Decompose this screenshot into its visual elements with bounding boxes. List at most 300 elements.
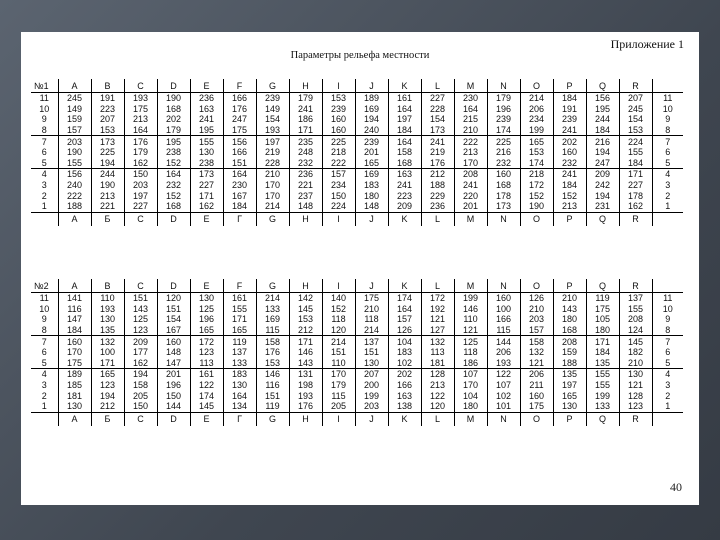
table-cell: 130	[619, 369, 652, 380]
table-cell: 186	[454, 358, 487, 369]
footer-spacer	[652, 212, 683, 226]
table-cell: 105	[586, 314, 619, 325]
table-cell: 100	[91, 347, 124, 358]
column-footer: P	[553, 212, 586, 226]
column-header: R	[619, 79, 652, 93]
table-cell: 171	[289, 336, 322, 347]
row-number: 6	[41, 147, 47, 158]
column-header: F	[223, 279, 256, 293]
table-cell: 208	[619, 314, 652, 325]
table-row	[31, 93, 683, 104]
table-cell: 170	[454, 158, 487, 169]
column-footer: N	[487, 412, 520, 426]
table-cell: 160	[58, 336, 91, 347]
column-footer: L	[421, 412, 454, 426]
column-header: H	[289, 279, 322, 293]
table-cell: 151	[223, 158, 256, 169]
table-cell: 199	[520, 125, 553, 136]
row-number-right: 10	[652, 304, 683, 315]
table-cell: 153	[619, 125, 652, 136]
table-cell: 121	[454, 325, 487, 336]
table-cell: 232	[553, 158, 586, 169]
table-cell: 238	[190, 158, 223, 169]
table-cell: 102	[388, 358, 421, 369]
table-cell: 205	[124, 390, 157, 401]
table-cell: 160	[487, 169, 520, 180]
column-header: J	[355, 79, 388, 93]
relief-table-1	[31, 79, 683, 226]
table-cell: 218	[520, 169, 553, 180]
table-cell: 174	[388, 293, 421, 304]
table-cell: 130	[58, 401, 91, 412]
table-cell: 152	[322, 304, 355, 315]
table-cell: 157	[58, 125, 91, 136]
table-cell: 167	[157, 325, 190, 336]
table-cell: 209	[124, 336, 157, 347]
table-cell: 183	[355, 180, 388, 191]
table-cell: 190	[157, 93, 190, 104]
table-cell: 150	[124, 169, 157, 180]
column-header: N	[487, 79, 520, 93]
column-footer: A	[58, 412, 91, 426]
table-cell: 173	[190, 169, 223, 180]
table-cell: 188	[58, 201, 91, 212]
table-cell: 179	[124, 147, 157, 158]
column-header: I	[322, 79, 355, 93]
table-cell: 229	[421, 190, 454, 201]
table-cell: 169	[355, 169, 388, 180]
table-cell: 125	[454, 336, 487, 347]
table-cell: 175	[58, 358, 91, 369]
column-footer: Q	[586, 212, 619, 226]
column-footer: E	[190, 212, 223, 226]
table-cell: 167	[223, 190, 256, 201]
table-cell: 176	[124, 136, 157, 147]
table-cell: 232	[157, 180, 190, 191]
table-cell: 115	[256, 325, 289, 336]
table-row	[31, 390, 683, 401]
table-cell: 169	[355, 104, 388, 115]
column-footer: I	[322, 212, 355, 226]
table-cell: 208	[553, 336, 586, 347]
table-cell: 154	[256, 114, 289, 125]
table-cell: 222	[322, 158, 355, 169]
table-cell: 168	[487, 180, 520, 191]
column-header: B	[91, 279, 124, 293]
table-cell: 145	[289, 304, 322, 315]
table-cell: 191	[553, 104, 586, 115]
footer-spacer	[652, 412, 683, 426]
table-cell: 227	[421, 93, 454, 104]
table-cell: 203	[58, 136, 91, 147]
row-number-right: 8	[652, 125, 683, 136]
column-header: P	[553, 79, 586, 93]
table-cell: 164	[223, 390, 256, 401]
table-cell: 241	[553, 169, 586, 180]
table-cell: 203	[124, 180, 157, 191]
table-cell: 152	[520, 190, 553, 201]
table-cell: 210	[355, 304, 388, 315]
column-header: B	[91, 79, 124, 93]
table-cell: 222	[58, 190, 91, 201]
table-cell: 240	[58, 180, 91, 191]
table-cell: 214	[355, 325, 388, 336]
table-cell: 149	[58, 104, 91, 115]
table-cell: 195	[157, 136, 190, 147]
table-cell: 127	[421, 325, 454, 336]
table-cell: 193	[487, 358, 520, 369]
table-cell: 158	[256, 336, 289, 347]
table-cell: 195	[190, 125, 223, 136]
table-cell: 159	[553, 347, 586, 358]
table-cell: 176	[289, 401, 322, 412]
column-header: A	[58, 279, 91, 293]
table-cell: 212	[91, 401, 124, 412]
column-footer: L	[421, 212, 454, 226]
table-cell: 171	[289, 125, 322, 136]
table-cell: 133	[586, 401, 619, 412]
table-row	[31, 169, 683, 180]
table-cell: 247	[586, 158, 619, 169]
table-cell: 194	[586, 190, 619, 201]
table-cell: 239	[553, 114, 586, 125]
table-cell: 247	[223, 114, 256, 125]
table-cell: 110	[454, 314, 487, 325]
table-cell: 196	[487, 104, 520, 115]
table-cell: 196	[190, 314, 223, 325]
table-footer-row	[31, 212, 683, 226]
table-cell: 227	[124, 201, 157, 212]
table-cell: 244	[586, 114, 619, 125]
table-cell: 156	[58, 169, 91, 180]
row-number-right: 7	[652, 336, 683, 347]
table-cell: 155	[223, 304, 256, 315]
column-header: D	[157, 279, 190, 293]
row-number: 8	[41, 125, 47, 136]
table-cell: 101	[487, 401, 520, 412]
column-footer: K	[388, 412, 421, 426]
table-row	[31, 369, 683, 380]
table-cell: 104	[454, 390, 487, 401]
table-cell: 168	[388, 158, 421, 169]
table-cell: 216	[487, 147, 520, 158]
table-cell: 170	[322, 369, 355, 380]
table-cell: 241	[421, 136, 454, 147]
table-cell: 123	[124, 325, 157, 336]
table-cell: 123	[190, 347, 223, 358]
table-cell: 118	[355, 314, 388, 325]
table-cell: 184	[619, 158, 652, 169]
table-cell: 190	[58, 147, 91, 158]
row-number-right: 5	[652, 158, 683, 169]
table-row	[31, 201, 683, 212]
table-cell: 132	[421, 336, 454, 347]
column-footer: Г	[223, 212, 256, 226]
column-footer: C	[124, 412, 157, 426]
table-cell: 199	[454, 293, 487, 304]
row-number: 4	[31, 169, 58, 180]
table-cell: 147	[58, 314, 91, 325]
column-header: L	[421, 279, 454, 293]
table-cell: 146	[454, 304, 487, 315]
table-cell: 123	[619, 401, 652, 412]
table-cell: 118	[454, 347, 487, 358]
table-cell: 130	[190, 293, 223, 304]
row-number-right: 5	[652, 358, 683, 369]
table-row	[31, 293, 683, 304]
table-cell: 170	[256, 190, 289, 201]
table-cell: 196	[157, 380, 190, 391]
column-footer: C	[124, 212, 157, 226]
table-cell: 171	[586, 336, 619, 347]
table-cell: 170	[256, 180, 289, 191]
table-cell: 185	[58, 380, 91, 391]
column-footer: K	[388, 212, 421, 226]
table-cell: 173	[487, 201, 520, 212]
table-cell: 155	[619, 304, 652, 315]
table-cell: 239	[256, 93, 289, 104]
row-number: 6	[41, 347, 47, 358]
table-cell: 115	[487, 325, 520, 336]
table-cell: 140	[322, 293, 355, 304]
table-cell: 154	[619, 114, 652, 125]
table-cell: 154	[421, 114, 454, 125]
table-cell: 171	[91, 358, 124, 369]
table-cell: 163	[388, 169, 421, 180]
table-cell: 154	[157, 314, 190, 325]
table-cell: 162	[190, 201, 223, 212]
table-cell: 166	[487, 314, 520, 325]
table-cell: 214	[256, 201, 289, 212]
table-cell: 190	[91, 180, 124, 191]
table-cell: 174	[190, 390, 223, 401]
row-number-right: 1	[652, 401, 683, 412]
table-cell: 219	[421, 147, 454, 158]
table-cell: 184	[58, 325, 91, 336]
table-cell: 152	[553, 190, 586, 201]
row-number: 3	[41, 380, 47, 391]
table-cell: 160	[520, 390, 553, 401]
table-cell: 180	[355, 190, 388, 201]
table-cell: 245	[619, 104, 652, 115]
column-footer: H	[289, 212, 322, 226]
table-cell: 155	[58, 158, 91, 169]
table-cell: 212	[289, 325, 322, 336]
column-header: E	[190, 79, 223, 93]
table-cell: 122	[421, 390, 454, 401]
table-cell: 107	[487, 380, 520, 391]
table-cell: 210	[619, 358, 652, 369]
column-header: N	[487, 279, 520, 293]
table-cell: 135	[586, 358, 619, 369]
table-cell: 160	[553, 147, 586, 158]
table-cell: 207	[619, 93, 652, 104]
document-title: Параметры рельефа местности	[290, 50, 430, 61]
table-cell: 202	[553, 136, 586, 147]
table-cell: 110	[91, 293, 124, 304]
table-cell: 153	[91, 125, 124, 136]
table-cell: 228	[421, 104, 454, 115]
table-cell: 244	[91, 169, 124, 180]
table-cell: 193	[256, 125, 289, 136]
table-cell: 116	[256, 380, 289, 391]
table-cell: 221	[289, 180, 322, 191]
table-cell: 207	[91, 114, 124, 125]
table-cell: 153	[289, 314, 322, 325]
row-number: 4	[31, 369, 58, 380]
table-cell: 164	[454, 104, 487, 115]
table-cell: 210	[256, 169, 289, 180]
table-cell: 151	[256, 390, 289, 401]
column-header: Q	[586, 279, 619, 293]
table-cell: 170	[454, 380, 487, 391]
row-number: 1	[41, 401, 47, 412]
table-cell: 165	[355, 158, 388, 169]
table-cell: 198	[289, 380, 322, 391]
table-cell: 211	[520, 380, 553, 391]
table-cell: 221	[91, 201, 124, 212]
table-cell: 223	[91, 104, 124, 115]
row-number: 5	[41, 157, 47, 168]
table-cell: 218	[322, 147, 355, 158]
table-cell: 209	[388, 201, 421, 212]
table-cell: 175	[586, 304, 619, 315]
table-cell: 130	[355, 358, 388, 369]
column-header: M	[454, 279, 487, 293]
table-cell: 118	[322, 314, 355, 325]
column-header: K	[388, 279, 421, 293]
column-footer: J	[355, 412, 388, 426]
table-cell: 148	[289, 201, 322, 212]
table-cell: 158	[124, 380, 157, 391]
table-cell: 175	[223, 125, 256, 136]
table-cell: 193	[289, 390, 322, 401]
table-row	[31, 136, 683, 147]
table-cell: 157	[388, 314, 421, 325]
table-cell: 202	[388, 369, 421, 380]
column-footer: G	[256, 212, 289, 226]
table-cell: 119	[223, 336, 256, 347]
table-cell: 113	[190, 358, 223, 369]
column-header: R	[619, 279, 652, 293]
column-header: M	[454, 79, 487, 93]
table-cell: 234	[322, 180, 355, 191]
row-number: 2	[41, 190, 47, 201]
row-number: 9	[41, 314, 47, 325]
table-cell: 183	[388, 347, 421, 358]
table-cell: 142	[289, 293, 322, 304]
table-cell: 113	[421, 347, 454, 358]
column-footer: D	[157, 412, 190, 426]
footer-spacer	[31, 212, 58, 226]
relief-table-2	[31, 279, 683, 426]
column-header: G	[256, 279, 289, 293]
table-cell: 191	[91, 93, 124, 104]
table-cell: 194	[91, 390, 124, 401]
table-cell: 143	[553, 304, 586, 315]
table-cell: 241	[388, 180, 421, 191]
table-cell: 214	[322, 336, 355, 347]
table-cell: 126	[388, 325, 421, 336]
table-cell: 230	[454, 93, 487, 104]
table-cell: 241	[190, 114, 223, 125]
column-header: J	[355, 279, 388, 293]
table-cell: 207	[355, 369, 388, 380]
table-row	[31, 380, 683, 391]
table-cell: 231	[586, 201, 619, 212]
column-footer: D	[157, 212, 190, 226]
column-header: C	[124, 279, 157, 293]
table-cell: 165	[223, 325, 256, 336]
table-cell: 239	[355, 136, 388, 147]
table-cell: 201	[157, 369, 190, 380]
table-cell: 180	[454, 401, 487, 412]
table-cell: 122	[190, 380, 223, 391]
table-row	[31, 104, 683, 115]
column-footer: E	[190, 412, 223, 426]
table-cell: 235	[289, 136, 322, 147]
table-cell: 184	[553, 180, 586, 191]
table-cell: 240	[355, 125, 388, 136]
table-cell: 194	[124, 369, 157, 380]
table-cell: 128	[421, 369, 454, 380]
table-cell: 137	[223, 347, 256, 358]
row-number: 8	[41, 325, 47, 336]
row-number-right: 3	[652, 380, 683, 391]
table-cell: 239	[487, 114, 520, 125]
table-cell: 210	[454, 125, 487, 136]
table-cell: 197	[553, 380, 586, 391]
table-cell: 194	[355, 114, 388, 125]
table-cell: 151	[355, 347, 388, 358]
table-cell: 121	[421, 314, 454, 325]
column-footer: I	[322, 412, 355, 426]
table-cell: 193	[124, 93, 157, 104]
table-cell: 223	[388, 190, 421, 201]
row-number-right: 4	[652, 369, 683, 380]
column-header: L	[421, 79, 454, 93]
row-number-right: 1	[652, 201, 683, 212]
header-spacer	[652, 79, 683, 93]
table-cell: 131	[289, 369, 322, 380]
table-cell: 165	[91, 369, 124, 380]
table-cell: 212	[421, 169, 454, 180]
table-cell: 203	[355, 401, 388, 412]
table-row	[31, 325, 683, 336]
table-cell: 161	[388, 93, 421, 104]
page-number: 40	[670, 480, 682, 494]
table-cell: 115	[322, 390, 355, 401]
table-cell: 224	[619, 136, 652, 147]
table-cell: 164	[223, 169, 256, 180]
appendix-label: Приложение 1	[610, 37, 684, 51]
table-cell: 160	[157, 336, 190, 347]
table-cell: 193	[91, 304, 124, 315]
row-number-right: 11	[652, 93, 683, 104]
table-cell: 179	[157, 125, 190, 136]
table-cell: 176	[223, 104, 256, 115]
table-cell: 141	[58, 293, 91, 304]
table-cell: 171	[223, 314, 256, 325]
table-cell: 143	[289, 358, 322, 369]
table-row	[31, 358, 683, 369]
table-cell: 225	[487, 136, 520, 147]
table-cell: 122	[487, 369, 520, 380]
table-cell: 150	[322, 190, 355, 201]
table-cell: 135	[553, 369, 586, 380]
table-cell: 228	[256, 158, 289, 169]
row-number-right: 3	[652, 180, 683, 191]
